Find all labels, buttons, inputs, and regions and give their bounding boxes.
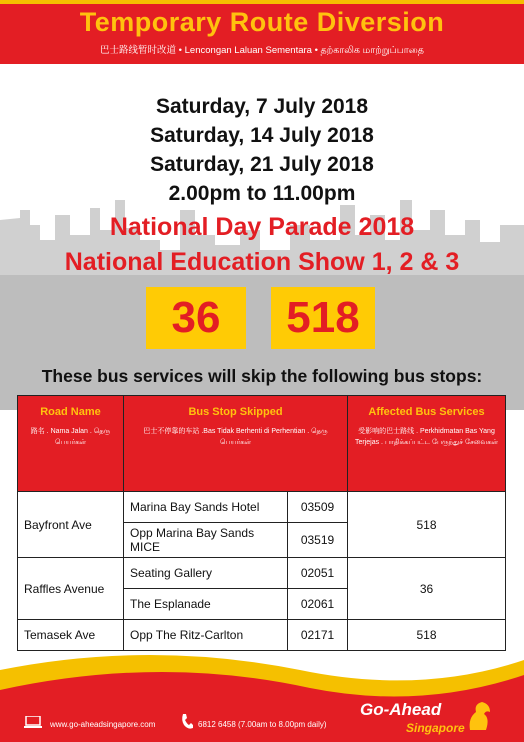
website-link[interactable]: www.go-aheadsingapore.com	[50, 720, 156, 729]
header-banner	[0, 0, 524, 64]
page-subtitle: 巴士路线暂时改道 • Lencongan Laluan Sementara • தற்காலிக மாற்றுப்பாதை	[100, 45, 424, 56]
stop-code-cell: 02051	[288, 558, 348, 589]
header-road-sublabel: 路名 . Nama Jalan . தெரு பெயர்கள்	[30, 428, 111, 446]
events-block	[0, 210, 524, 280]
stop-name-cell: Opp The Ritz-Carlton	[124, 620, 288, 651]
service-badge: 36	[146, 287, 246, 349]
stop-code-cell: 03509	[288, 492, 348, 523]
table-header-row	[18, 396, 506, 492]
stop-name-cell: The Esplanade	[124, 589, 288, 620]
phone-icon	[180, 713, 194, 731]
time-line: 2.00pm to 11.00pm	[168, 182, 356, 205]
bus-stops-table	[17, 395, 506, 651]
laptop-icon	[24, 716, 42, 728]
service-badge: 518	[271, 287, 375, 349]
header-top-stripe	[0, 0, 524, 4]
table-row	[18, 558, 506, 589]
brand-subname: Singapore	[406, 721, 465, 735]
stop-code-cell: 02061	[288, 589, 348, 620]
header-road-label: Road Name	[40, 406, 101, 418]
page-title: Temporary Route Diversion	[79, 7, 445, 37]
header-stop-sublabel: 巴士不停靠的车站 .Bas Tidak Berhenti di Perhentian . தெரு பெயர்கள்	[143, 428, 328, 446]
go-ahead-logo	[360, 700, 500, 740]
brand-name: Go-Ahead	[360, 700, 442, 719]
event-line-1: National Day Parade 2018	[109, 213, 415, 241]
stop-name-cell: Seating Gallery	[124, 558, 288, 589]
stop-code-cell: 02171	[288, 620, 348, 651]
header-affected-sublabel: 受影响的巴士路线 . Perkhidmatan Bas Yang Terjejas . பாதிக்கப்பட்ட பேருந்துச் சேவைகள்	[354, 428, 499, 446]
road-name-cell: Raffles Avenue	[18, 558, 124, 620]
phone-number[interactable]: 6812 6458 (7.00am to 8.00pm daily)	[198, 720, 327, 729]
stop-name-cell: Opp Marina Bay Sands MICE	[124, 523, 288, 558]
date-line-2: Saturday, 14 July 2018	[150, 124, 374, 147]
header-affected-services	[348, 396, 506, 492]
header-affected-label: Affected Bus Services	[368, 406, 485, 418]
date-line-3: Saturday, 21 July 2018	[150, 153, 374, 176]
stop-code-cell: 03519	[288, 523, 348, 558]
date-line-1: Saturday, 7 July 2018	[155, 95, 369, 118]
header-stop-label: Bus Stop Skipped	[188, 406, 283, 418]
service-cell: 518	[348, 620, 506, 651]
skip-notice: These bus services will skip the following bus stops:	[41, 366, 483, 386]
table-row	[18, 492, 506, 523]
service-cell: 518	[348, 492, 506, 558]
header-stop-skipped	[124, 396, 348, 492]
road-name-cell: Temasek Ave	[18, 620, 124, 651]
lion-logo-icon	[464, 700, 494, 732]
service-cell: 36	[348, 558, 506, 620]
road-name-cell: Bayfront Ave	[18, 492, 124, 558]
stop-name-cell: Marina Bay Sands Hotel	[124, 492, 288, 523]
event-line-2: National Education Show 1, 2 & 3	[64, 248, 460, 276]
header-road-name	[18, 396, 124, 492]
dates-block	[0, 92, 524, 208]
